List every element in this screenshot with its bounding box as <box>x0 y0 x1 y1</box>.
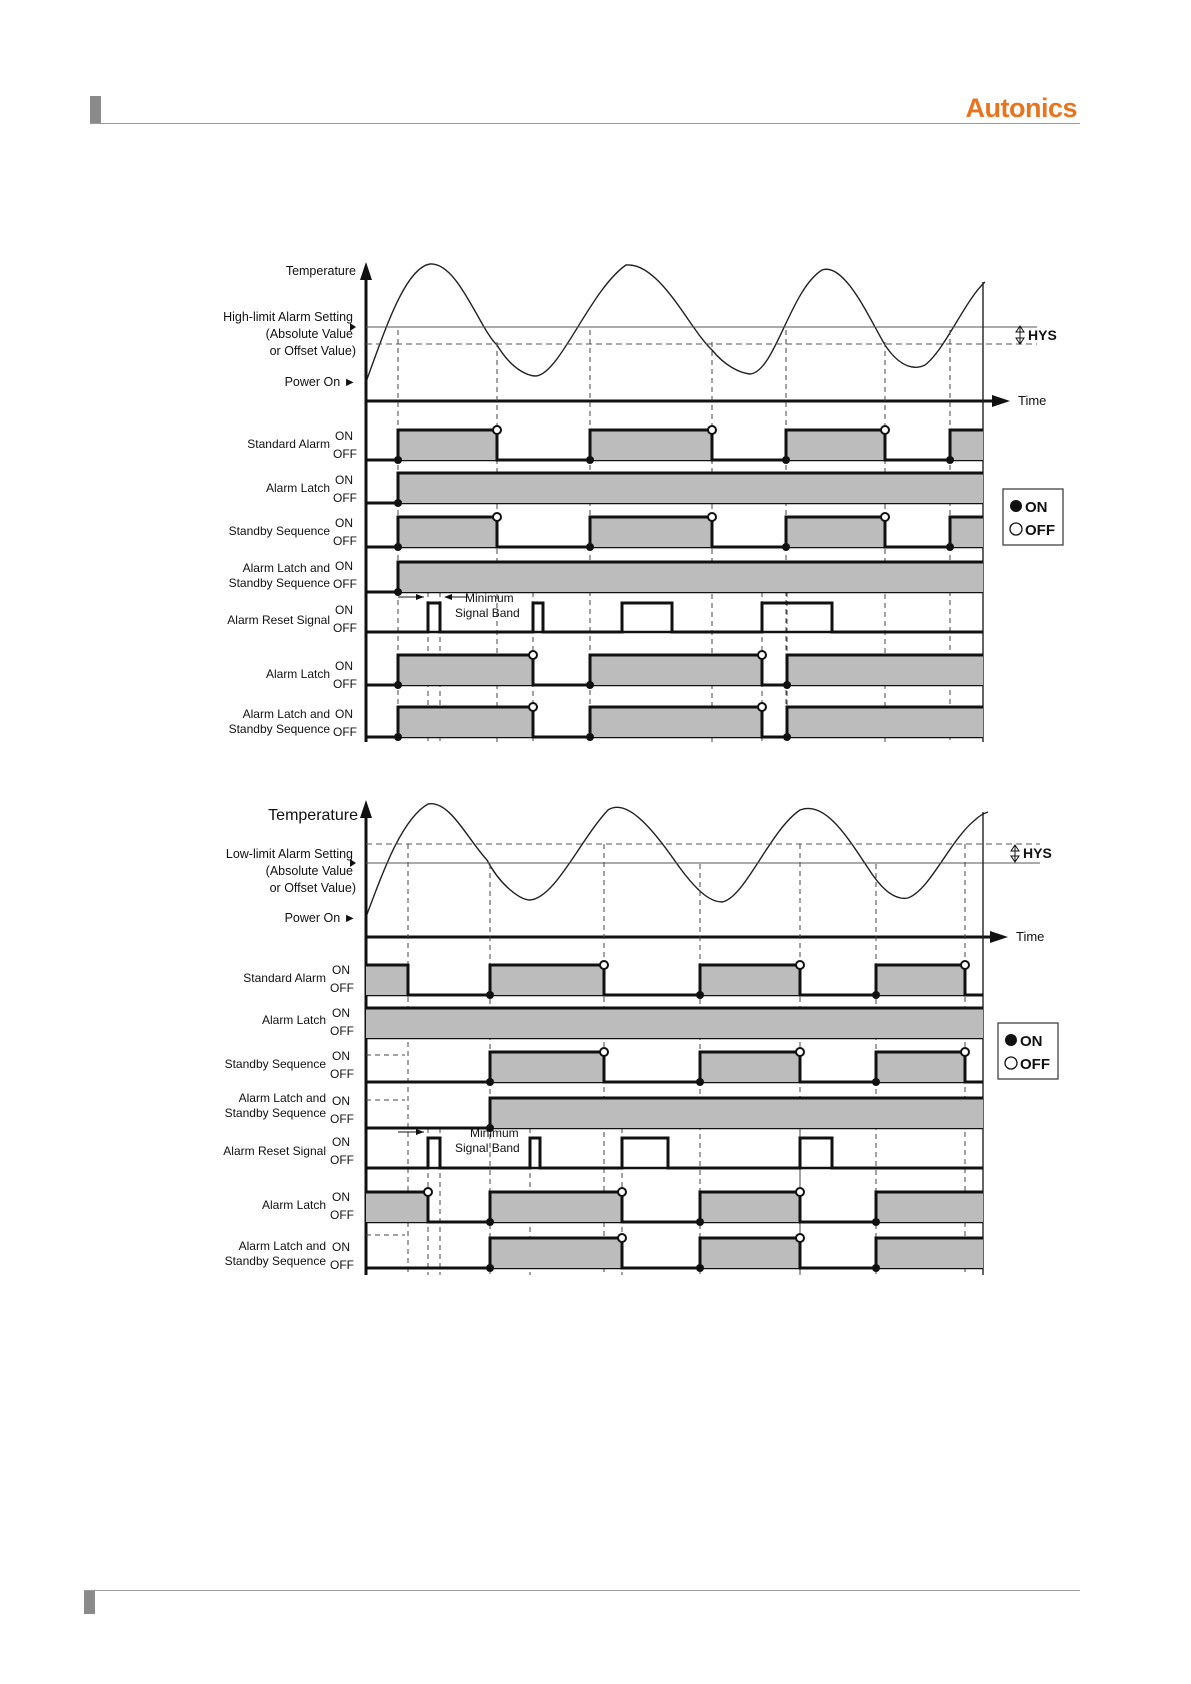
row-label-standby-sequence: Standby Sequence <box>224 1057 326 1071</box>
row-standard-alarm-signal <box>366 430 983 460</box>
power-on-label: Power On ► <box>284 375 356 389</box>
legend-off: OFF <box>1020 1056 1050 1073</box>
footer-tab-marker <box>84 1590 95 1614</box>
row-label-reset-signal: Alarm Reset Signal <box>223 1144 326 1158</box>
row-label-alarm-latch-2: Alarm Latch <box>261 1198 326 1212</box>
row-label-on: ON <box>335 429 353 443</box>
row-label-latch-standby-2: Standby Sequence <box>224 1106 326 1120</box>
row-standby-sequence-signal <box>366 1052 983 1082</box>
row-label-standard-alarm: Standard Alarm <box>247 437 330 451</box>
row-label-reset-signal: Alarm Reset Signal <box>227 613 330 627</box>
row-standard-alarm-signal <box>366 965 983 995</box>
row-label-off: OFF <box>330 1258 354 1272</box>
min-band-line-1: Minimum <box>470 1126 519 1140</box>
row-label-latch-standby-2a: Alarm Latch and <box>238 1239 326 1253</box>
row-label-off: OFF <box>333 621 357 635</box>
row-label-standby-sequence: Standby Sequence <box>228 524 330 538</box>
temperature-wave <box>366 264 985 382</box>
row-alarm-latch-2-signal <box>366 655 983 685</box>
row-latch-standby-signal <box>366 1098 983 1128</box>
row-label-on: ON <box>332 963 350 977</box>
legend-on: ON <box>1020 1033 1043 1050</box>
legend-off: OFF <box>1025 522 1055 539</box>
hys-label: HYS <box>1023 845 1052 861</box>
row-label-off: OFF <box>330 981 354 995</box>
y-axis-label: Temperature <box>285 264 356 278</box>
row-label-latch-standby-2b: Standby Sequence <box>228 722 330 736</box>
row-label-standard-alarm: Standard Alarm <box>243 971 326 985</box>
temperature-wave <box>366 804 988 917</box>
time-label: Time <box>1016 929 1045 944</box>
row-label-on: ON <box>332 1049 350 1063</box>
row-label-off: OFF <box>330 1024 354 1038</box>
row-label-on: ON <box>332 1240 350 1254</box>
row-label-on: ON <box>335 603 353 617</box>
setting-line-3: or Offset Value) <box>269 881 356 895</box>
time-label: Time <box>1018 393 1047 408</box>
row-label-off: OFF <box>330 1208 354 1222</box>
setting-line-1: High-limit Alarm Setting <box>223 310 353 324</box>
row-label-on: ON <box>332 1135 350 1149</box>
row-label-on: ON <box>332 1190 350 1204</box>
row-label-latch-standby-1: Alarm Latch and <box>242 561 330 575</box>
setting-line-1: Low-limit Alarm Setting <box>225 847 353 861</box>
row-label-latch-standby-1: Alarm Latch and <box>238 1091 326 1105</box>
setting-line-2: (Absolute Value <box>265 864 353 878</box>
power-on-label: Power On ► <box>284 911 356 925</box>
row-label-on: ON <box>335 516 353 530</box>
low-limit-diagram <box>223 800 1058 1275</box>
row-standby-sequence-signal <box>366 517 983 547</box>
row-label-on: ON <box>335 659 353 673</box>
row-latch-standby-2-signal <box>366 707 983 737</box>
row-label-off: OFF <box>330 1067 354 1081</box>
y-axis-label: Temperature <box>268 807 358 824</box>
setting-line-2: (Absolute Value <box>265 327 353 341</box>
row-label-latch-standby-2b: Standby Sequence <box>224 1254 326 1268</box>
row-label-alarm-latch-2: Alarm Latch <box>265 667 330 681</box>
min-band-line-2: Signal Band <box>455 606 520 620</box>
row-label-off: OFF <box>333 534 357 548</box>
row-label-latch-standby-2: Standby Sequence <box>228 576 330 590</box>
row-alarm-latch-2-signal <box>366 1192 983 1222</box>
min-band-line-2: Signal Band <box>455 1141 520 1155</box>
min-band-line-1: Minimum <box>465 591 514 605</box>
row-label-off: OFF <box>333 577 357 591</box>
row-label-on: ON <box>332 1006 350 1020</box>
setting-line-3: or Offset Value) <box>269 344 356 358</box>
footer-rule <box>84 1590 1080 1591</box>
legend-box <box>1003 489 1063 545</box>
legend-box <box>998 1023 1058 1079</box>
row-label-on: ON <box>335 473 353 487</box>
row-latch-standby-2-signal <box>366 1238 983 1268</box>
row-label-off: OFF <box>333 677 357 691</box>
row-label-off: OFF <box>330 1153 354 1167</box>
row-latch-standby-signal <box>366 562 983 592</box>
row-label-alarm-latch: Alarm Latch <box>265 481 330 495</box>
brand-logo: Autonics <box>965 93 1077 123</box>
row-label-alarm-latch: Alarm Latch <box>261 1013 326 1027</box>
row-label-off: OFF <box>333 447 357 461</box>
row-label-off: OFF <box>330 1112 354 1126</box>
row-label-latch-standby-2a: Alarm Latch and <box>242 707 330 721</box>
row-label-off: OFF <box>333 491 357 505</box>
hys-label: HYS <box>1028 327 1057 343</box>
row-alarm-latch-signal <box>366 1008 983 1038</box>
row-label-off: OFF <box>333 725 357 739</box>
row-label-on: ON <box>335 707 353 721</box>
legend-on: ON <box>1025 499 1048 516</box>
row-alarm-latch-signal <box>366 473 983 503</box>
row-label-on: ON <box>335 559 353 573</box>
row-label-on: ON <box>332 1094 350 1108</box>
high-limit-diagram <box>223 262 1063 742</box>
